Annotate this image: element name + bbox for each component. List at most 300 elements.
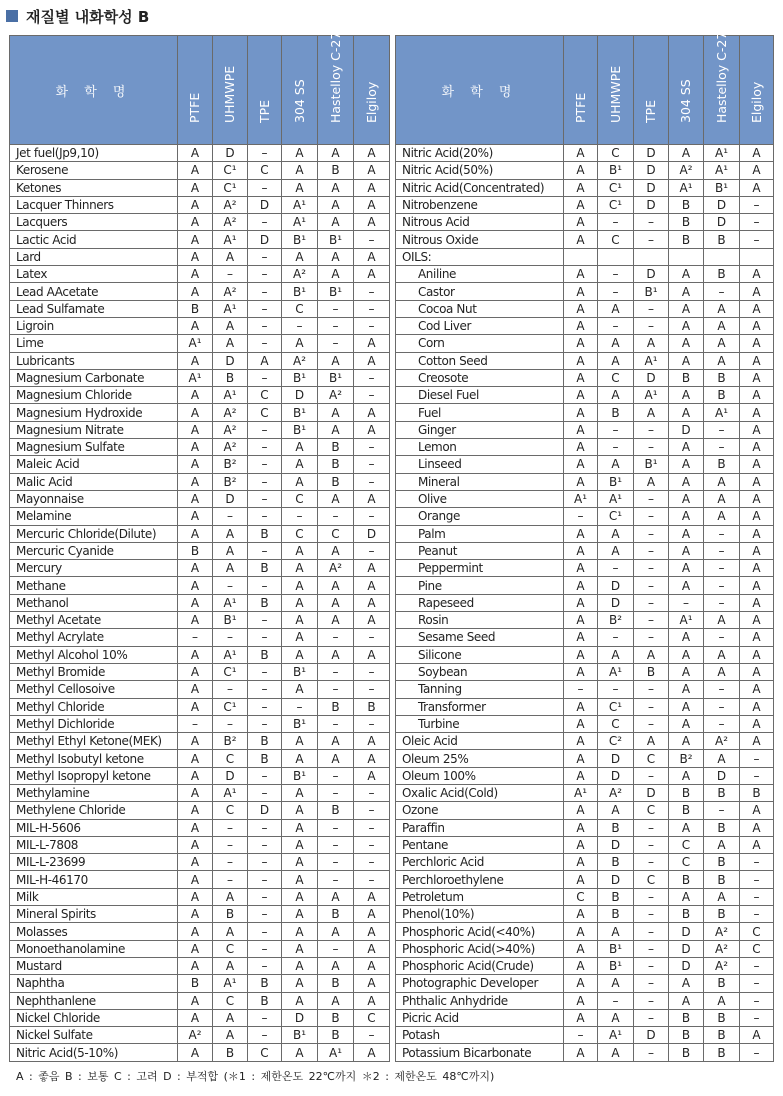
rating-cell: A (634, 646, 669, 663)
rating-cell: – (248, 542, 282, 559)
rating-cell: A (669, 733, 704, 750)
rating-cell: A (178, 145, 213, 162)
chemical-name-cell: Magnesium Nitrate (10, 421, 178, 438)
chemical-name-cell: Orange (396, 508, 564, 525)
rating-cell: C² (598, 733, 634, 750)
rating-cell: B (669, 231, 704, 248)
chemical-name-cell: Potash (396, 1027, 564, 1044)
rating-cell: A (598, 802, 634, 819)
rating-cell: A (178, 646, 213, 663)
rating-cell: – (282, 317, 318, 334)
rating-cell: – (740, 214, 774, 231)
rating-cell: A (213, 525, 248, 542)
rating-cell: B (318, 439, 354, 456)
table-row (10, 1044, 390, 1061)
rating-cell: A (178, 283, 213, 300)
rating-cell: – (213, 577, 248, 594)
rating-cell: C¹ (213, 663, 248, 680)
rating-cell: B (248, 525, 282, 542)
rating-cell: – (248, 681, 282, 698)
chemical-name-cell: Perchloric Acid (396, 854, 564, 871)
rating-cell: A (704, 663, 740, 680)
rating-cell: – (248, 612, 282, 629)
rating-cell: A (282, 819, 318, 836)
rating-cell: – (564, 508, 598, 525)
rating-cell: A (564, 404, 598, 421)
rating-cell: A (178, 473, 213, 490)
table-row (10, 923, 390, 940)
rating-cell: A (178, 317, 213, 334)
rating-cell: A (634, 335, 669, 352)
rating-cell: B (213, 906, 248, 923)
rating-cell: A (740, 819, 774, 836)
rating-cell: – (354, 681, 390, 698)
table-row (10, 162, 390, 179)
chemical-name-cell: Rosin (396, 612, 564, 629)
rating-cell: A (704, 352, 740, 369)
rating-cell: – (318, 681, 354, 698)
table-row (396, 335, 774, 352)
rating-cell: D (634, 196, 669, 213)
rating-cell: A¹ (634, 387, 669, 404)
rating-cell: C (740, 940, 774, 957)
chemical-name-cell: Methyl Chloride (10, 698, 178, 715)
rating-cell: C (669, 854, 704, 871)
table-row (10, 957, 390, 974)
rating-cell: – (282, 698, 318, 715)
rating-cell: A (740, 508, 774, 525)
chemical-name-cell: Mineral (396, 473, 564, 490)
header-material-ptfe: PTFE (178, 36, 213, 145)
chemical-name-cell: Sesame Seed (396, 629, 564, 646)
rating-cell: – (248, 1009, 282, 1026)
rating-cell: B (318, 906, 354, 923)
rating-cell: A (740, 145, 774, 162)
header-material-ptfe: PTFE (564, 36, 598, 145)
rating-cell: A (740, 335, 774, 352)
rating-cell: A (564, 836, 598, 853)
rating-cell: A (669, 577, 704, 594)
rating-cell: – (634, 439, 669, 456)
table-row (396, 473, 774, 490)
rating-cell: A (318, 594, 354, 611)
rating-cell: – (598, 421, 634, 438)
rating-cell: A (669, 646, 704, 663)
rating-cell: – (354, 473, 390, 490)
chemical-name-cell: Cocoa Nut (396, 300, 564, 317)
rating-cell: – (598, 439, 634, 456)
rating-cell: A (282, 542, 318, 559)
rating-cell: – (598, 214, 634, 231)
rating-cell: B¹ (282, 231, 318, 248)
rating-cell: D (669, 940, 704, 957)
rating-cell: A (669, 629, 704, 646)
rating-cell: – (740, 957, 774, 974)
rating-cell: – (634, 715, 669, 732)
rating-cell: A (740, 421, 774, 438)
table-row (396, 646, 774, 663)
rating-cell: – (740, 1044, 774, 1061)
chemical-name-cell: Mercuric Chloride(Dilute) (10, 525, 178, 542)
rating-cell: A (282, 906, 318, 923)
rating-cell: A (669, 888, 704, 905)
rating-cell: A (564, 733, 598, 750)
rating-cell: A (354, 992, 390, 1009)
rating-cell: A (282, 750, 318, 767)
rating-cell: A (282, 145, 318, 162)
rating-cell: A (178, 248, 213, 265)
rating-cell: A (669, 508, 704, 525)
rating-cell: – (354, 508, 390, 525)
rating-cell: A² (318, 387, 354, 404)
rating-cell: C (248, 404, 282, 421)
rating-cell: A (178, 179, 213, 196)
rating-cell: A (669, 352, 704, 369)
rating-cell: B¹ (318, 283, 354, 300)
table-row (396, 542, 774, 559)
rating-cell: A (740, 646, 774, 663)
rating-cell: A (354, 162, 390, 179)
rating-cell: A (178, 1044, 213, 1061)
rating-cell (598, 248, 634, 265)
rating-cell: B (669, 1009, 704, 1026)
rating-cell: – (318, 629, 354, 646)
rating-cell: – (213, 681, 248, 698)
rating-cell: A (740, 560, 774, 577)
rating-cell: – (740, 231, 774, 248)
rating-cell: A (564, 542, 598, 559)
chemical-name-cell: Soybean (396, 663, 564, 680)
rating-cell: – (318, 335, 354, 352)
rating-cell: A (598, 525, 634, 542)
rating-cell: B¹ (598, 162, 634, 179)
rating-cell: B¹ (282, 369, 318, 386)
rating-cell: A (178, 871, 213, 888)
rating-cell: A (178, 508, 213, 525)
rating-cell: C (213, 750, 248, 767)
rating-cell: A (282, 784, 318, 801)
rating-cell: B¹ (282, 715, 318, 732)
chemical-name-cell: Creosote (396, 369, 564, 386)
rating-cell: A (740, 612, 774, 629)
rating-cell: A (354, 767, 390, 784)
rating-cell: A (669, 663, 704, 680)
rating-cell: B¹ (598, 957, 634, 974)
table-row (396, 923, 774, 940)
rating-cell: C¹ (598, 698, 634, 715)
header-material-uhmwpe: UHMWPE (213, 36, 248, 145)
rating-cell: A (178, 784, 213, 801)
rating-cell: A (178, 231, 213, 248)
rating-cell: A (564, 715, 598, 732)
rating-cell: D (634, 266, 669, 283)
chemical-name-cell: Maleic Acid (10, 456, 178, 473)
header-chemical-name: 화 학 명 (396, 36, 564, 145)
chemical-name-cell: Nickel Chloride (10, 1009, 178, 1026)
rating-cell: A (704, 508, 740, 525)
rating-cell: D (598, 836, 634, 853)
rating-cell: A (564, 819, 598, 836)
rating-cell: A¹ (669, 612, 704, 629)
table-row (396, 490, 774, 507)
rating-cell: A (178, 439, 213, 456)
chemical-name-cell: Kerosene (10, 162, 178, 179)
rating-cell: B¹ (598, 473, 634, 490)
chemical-name-cell: Melamine (10, 508, 178, 525)
rating-cell: – (354, 629, 390, 646)
rating-cell: – (740, 871, 774, 888)
rating-cell: B (213, 369, 248, 386)
rating-cell: A (178, 698, 213, 715)
rating-cell: A (740, 352, 774, 369)
rating-cell: A (354, 646, 390, 663)
table-row (396, 733, 774, 750)
rating-cell: A (178, 663, 213, 680)
legend: A : 좋음 B : 보통 C : 고려 D : 부적합 (＊1 : 제한온도 22℃까지 ＊2 : 제한온도 48℃까지) (16, 1070, 495, 1083)
rating-cell: A (564, 750, 598, 767)
table-row (10, 663, 390, 680)
rating-cell: A (704, 750, 740, 767)
chemical-name-cell: Magnesium Chloride (10, 387, 178, 404)
rating-cell: – (248, 906, 282, 923)
rating-cell: B (704, 906, 740, 923)
rating-cell: A (178, 992, 213, 1009)
rating-cell: A (669, 560, 704, 577)
rating-cell: A (740, 317, 774, 334)
rating-cell: B¹ (704, 179, 740, 196)
rating-cell: A² (213, 214, 248, 231)
rating-cell: – (634, 888, 669, 905)
rating-cell: A¹ (634, 352, 669, 369)
rating-cell: – (178, 629, 213, 646)
rating-cell: A (282, 560, 318, 577)
table-row (396, 957, 774, 974)
table-row (396, 162, 774, 179)
rating-cell: – (740, 196, 774, 213)
rating-cell: – (634, 214, 669, 231)
chemical-name-cell: Nitrous Oxide (396, 231, 564, 248)
rating-cell: – (213, 836, 248, 853)
rating-cell: C (213, 940, 248, 957)
rating-cell: A² (704, 923, 740, 940)
rating-cell: A (564, 231, 598, 248)
rating-cell: A (564, 871, 598, 888)
rating-cell: D (669, 957, 704, 974)
chemical-name-cell: Methanol (10, 594, 178, 611)
rating-cell: A (634, 733, 669, 750)
chemical-resistance-table-right (395, 23, 774, 1062)
rating-cell: A (354, 490, 390, 507)
rating-cell: – (704, 283, 740, 300)
rating-cell: A (178, 819, 213, 836)
rating-cell: – (248, 421, 282, 438)
rating-cell: C (354, 1009, 390, 1026)
rating-cell: B (248, 560, 282, 577)
rating-cell: A (740, 490, 774, 507)
header-material-tpe: TPE (248, 36, 282, 145)
chemical-name-cell: Oleum 25% (396, 750, 564, 767)
rating-cell: A¹ (704, 162, 740, 179)
rating-cell: A (282, 854, 318, 871)
rating-cell: B (669, 1044, 704, 1061)
rating-cell: A (318, 404, 354, 421)
rating-cell: C (213, 992, 248, 1009)
rating-cell: A (213, 317, 248, 334)
rating-cell: – (704, 629, 740, 646)
rating-cell: A (178, 577, 213, 594)
rating-cell: A (564, 439, 598, 456)
rating-cell: A (704, 300, 740, 317)
chemical-name-cell: Pine (396, 577, 564, 594)
rating-cell: A (178, 854, 213, 871)
chemical-name-cell: Magnesium Hydroxide (10, 404, 178, 421)
rating-cell: A (354, 248, 390, 265)
rating-cell: A¹ (564, 490, 598, 507)
rating-cell: A (282, 577, 318, 594)
rating-cell: – (704, 577, 740, 594)
chemical-name-cell: Nitric Acid(5-10%) (10, 1044, 178, 1061)
rating-cell: A (318, 179, 354, 196)
rating-cell: B¹ (213, 612, 248, 629)
rating-cell: – (354, 1027, 390, 1044)
table-row (10, 992, 390, 1009)
table-row (10, 266, 390, 283)
rating-cell: A (564, 283, 598, 300)
table-row (396, 888, 774, 905)
rating-cell: A (318, 266, 354, 283)
rating-cell: A (669, 404, 704, 421)
header-material-304ss: 304 SS (669, 36, 704, 145)
rating-cell: A (178, 387, 213, 404)
rating-cell: D (282, 1009, 318, 1026)
rating-cell: A (248, 352, 282, 369)
table-row (10, 145, 390, 162)
rating-cell: A² (213, 404, 248, 421)
rating-cell: A (564, 317, 598, 334)
table-row (10, 871, 390, 888)
chemical-name-cell: Lacquer Thinners (10, 196, 178, 213)
rating-cell: A (564, 352, 598, 369)
rating-cell: B (669, 802, 704, 819)
rating-cell: – (704, 594, 740, 611)
rating-cell: B (704, 456, 740, 473)
rating-cell: A (564, 145, 598, 162)
rating-cell: A (318, 957, 354, 974)
table-row (396, 1044, 774, 1061)
table-row (396, 992, 774, 1009)
rating-cell: – (354, 715, 390, 732)
table-row (10, 490, 390, 507)
chemical-name-cell: Phosphoric Acid(Crude) (396, 957, 564, 974)
rating-cell: C (282, 300, 318, 317)
rating-cell: B (704, 369, 740, 386)
rating-cell: – (318, 940, 354, 957)
table-row (396, 802, 774, 819)
table-row (10, 352, 390, 369)
rating-cell: A (282, 594, 318, 611)
rating-cell: C¹ (598, 179, 634, 196)
rating-cell: A (669, 490, 704, 507)
rating-cell: – (354, 439, 390, 456)
table-row (396, 231, 774, 248)
rating-cell: – (634, 577, 669, 594)
rating-cell: A (704, 646, 740, 663)
rating-cell: A (740, 594, 774, 611)
rating-cell: – (740, 975, 774, 992)
table-row (10, 283, 390, 300)
rating-cell: A (318, 145, 354, 162)
chemical-name-cell: Mineral Spirits (10, 906, 178, 923)
rating-cell: A (318, 750, 354, 767)
rating-cell: – (318, 871, 354, 888)
rating-cell: A (564, 162, 598, 179)
chemical-name-cell: Lemon (396, 439, 564, 456)
table-row (396, 317, 774, 334)
rating-cell: B (318, 1009, 354, 1026)
rating-cell: B (354, 698, 390, 715)
rating-cell: – (248, 1027, 282, 1044)
rating-cell: – (318, 300, 354, 317)
table-row (10, 317, 390, 334)
rating-cell: B (598, 888, 634, 905)
rating-cell: – (248, 957, 282, 974)
rating-cell: B¹ (634, 283, 669, 300)
chemical-name-cell: Petroletum (396, 888, 564, 905)
rating-cell: A (564, 179, 598, 196)
rating-cell: C¹ (598, 196, 634, 213)
rating-cell: A¹ (213, 784, 248, 801)
chemical-name-cell: Palm (396, 525, 564, 542)
table-row (396, 387, 774, 404)
rating-cell: – (564, 681, 598, 698)
rating-cell: – (740, 992, 774, 1009)
rating-cell: – (318, 508, 354, 525)
chemical-name-cell: Monoethanolamine (10, 940, 178, 957)
header-material-elgiloy: Elgiloy (740, 36, 774, 145)
table-row (396, 906, 774, 923)
table-row (10, 387, 390, 404)
table-row (396, 975, 774, 992)
rating-cell: – (248, 888, 282, 905)
rating-cell (704, 248, 740, 265)
rating-cell: A (564, 369, 598, 386)
chemical-name-cell: Peppermint (396, 560, 564, 577)
rating-cell: A (598, 387, 634, 404)
table-row (396, 577, 774, 594)
rating-cell: A (282, 248, 318, 265)
rating-cell: A (564, 646, 598, 663)
rating-cell: – (282, 508, 318, 525)
rating-cell: A (669, 266, 704, 283)
chemical-name-cell: Magnesium Carbonate (10, 369, 178, 386)
rating-cell (634, 248, 669, 265)
rating-cell: A² (318, 560, 354, 577)
rating-cell: – (598, 317, 634, 334)
rating-cell: D (634, 162, 669, 179)
rating-cell: – (248, 456, 282, 473)
rating-cell: – (178, 715, 213, 732)
rating-cell: – (634, 317, 669, 334)
rating-cell: – (318, 784, 354, 801)
chemical-name-cell: Oxalic Acid(Cold) (396, 784, 564, 801)
rating-cell: A² (282, 352, 318, 369)
rating-cell: A (740, 369, 774, 386)
rating-cell: – (318, 663, 354, 680)
rating-cell: A (598, 1044, 634, 1061)
rating-cell: A (318, 992, 354, 1009)
chemical-name-cell: Ketones (10, 179, 178, 196)
rating-cell: – (213, 854, 248, 871)
